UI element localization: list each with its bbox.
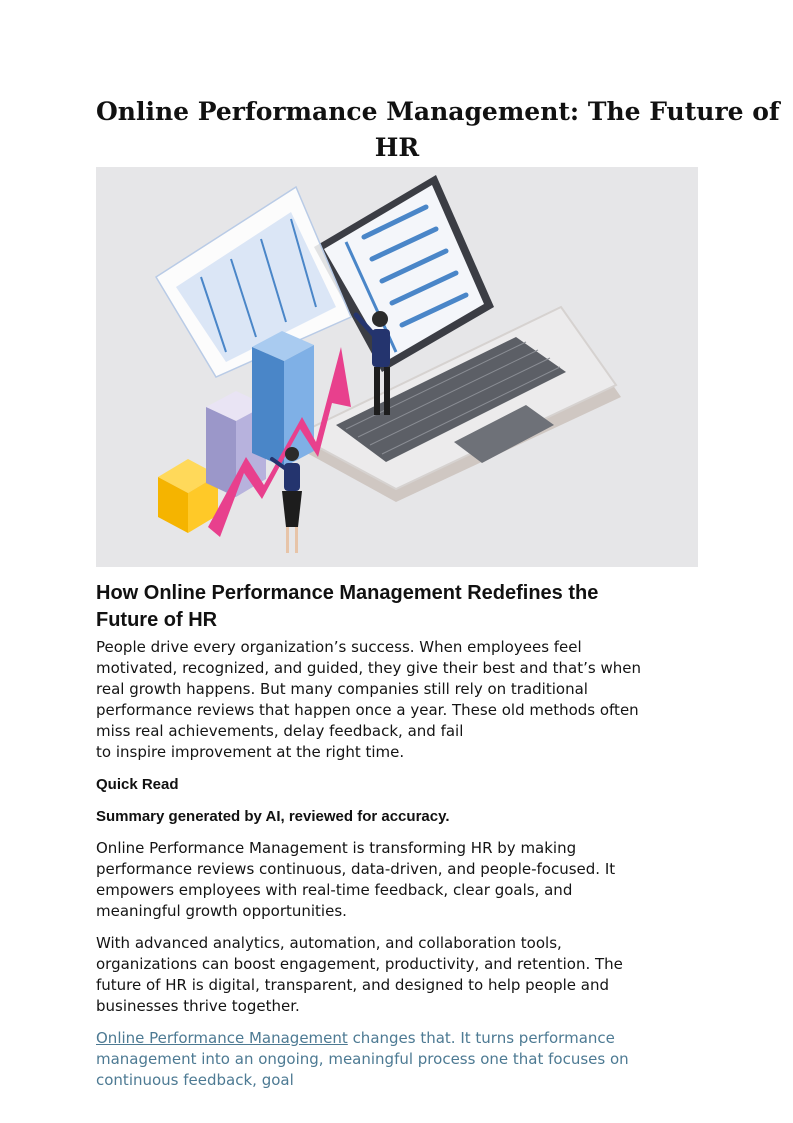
closing-paragraph (96, 1028, 696, 1091)
page-title (96, 94, 780, 166)
summary-line: businesses thrive together. (96, 997, 300, 1015)
closing-line-1 (96, 1028, 696, 1049)
summary-line: With advanced analytics, automation, and collaboration tools, (96, 934, 562, 952)
section-heading-line-2: Future of HR (96, 609, 218, 631)
section-heading (96, 580, 698, 634)
summary-line: empowers employees with real-time feedback, clear goals, and (96, 881, 573, 899)
summary-line: future of HR is digital, transparent, and designed to help people and (96, 976, 609, 994)
summary-paragraph-1 (96, 838, 696, 922)
online-performance-management-link[interactable]: Online Performance Management (96, 1029, 348, 1047)
intro-paragraph (96, 637, 696, 763)
summary-paragraph-2 (96, 933, 696, 1017)
summary-line: performance reviews continuous, data-driven, and people-focused. It (96, 860, 616, 878)
section-heading-line-1: How Online Performance Management Redefines the (96, 582, 599, 604)
page-title-line-2: HR (374, 133, 420, 162)
intro-line: People drive every organization’s success. When employees feel (96, 638, 582, 656)
summary-line: meaningful growth opportunities. (96, 902, 347, 920)
summary-line: Online Performance Management is transforming HR by making (96, 839, 577, 857)
closing-line-1-text: changes that. It turns performance (347, 1029, 615, 1047)
hero-illustration (96, 167, 698, 567)
closing-line-2: management into an ongoing, meaningful process one that focuses on (96, 1050, 629, 1068)
intro-line: miss real achievements, delay feedback, and fail (96, 722, 464, 740)
intro-line: to inspire improvement at the right time. (96, 743, 405, 761)
page-title-line-1: Online Performance Management: The Future of (96, 97, 780, 126)
performance-analytics-illustration-icon (96, 167, 698, 567)
intro-line: real growth happens. But many companies still rely on traditional (96, 680, 588, 698)
summary-line: organizations can boost engagement, productivity, and retention. The (96, 955, 623, 973)
intro-line: performance reviews that happen once a year. These old methods often (96, 701, 639, 719)
closing-line-3: continuous feedback, goal (96, 1071, 294, 1089)
quick-read-label: Quick Read (96, 776, 179, 793)
intro-line: motivated, recognized, and guided, they give their best and that’s when (96, 659, 641, 677)
ai-summary-note: Summary generated by AI, reviewed for accuracy. (96, 808, 450, 825)
